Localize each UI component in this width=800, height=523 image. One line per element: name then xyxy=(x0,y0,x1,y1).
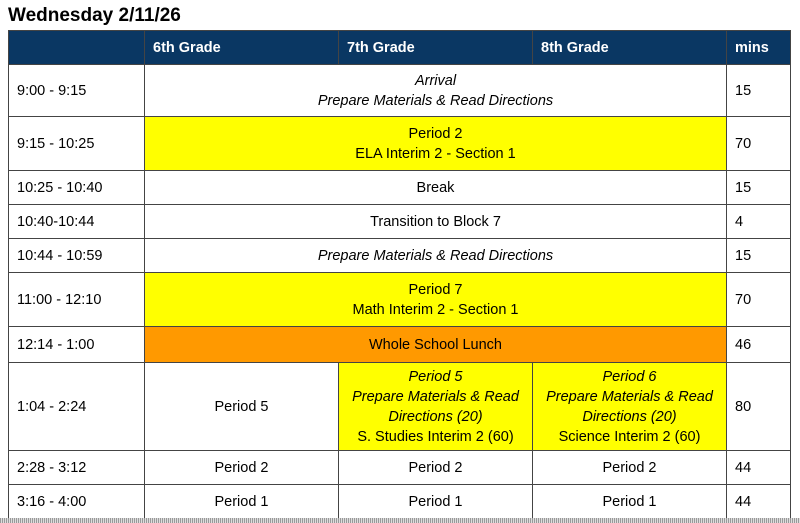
activity-line: Break xyxy=(416,179,455,196)
activity-line: Math Interim 2 - Section 1 xyxy=(352,301,519,318)
activity-line: Directions (20) xyxy=(388,408,483,425)
activity-line: Whole School Lunch xyxy=(369,336,502,353)
activity-cell xyxy=(145,273,727,327)
table-row xyxy=(9,171,791,205)
table-row xyxy=(9,117,791,171)
header-row xyxy=(9,31,791,65)
activity-line: Arrival xyxy=(414,72,457,89)
table-row xyxy=(9,239,791,273)
activity-cell xyxy=(145,239,727,273)
grade8-cell: Period 1 xyxy=(533,485,727,519)
activity-cell xyxy=(145,205,727,239)
table-row xyxy=(9,273,791,327)
mins-cell: 15 xyxy=(727,65,791,117)
time-cell: 2:28 - 3:12 xyxy=(9,451,145,485)
mins-cell: 15 xyxy=(727,171,791,205)
activity-line: Prepare Materials & Read Directions xyxy=(317,247,554,264)
time-cell: 9:15 - 10:25 xyxy=(9,117,145,171)
mins-cell: 46 xyxy=(727,327,791,363)
mins-cell: 4 xyxy=(727,205,791,239)
grade8-cell xyxy=(533,363,727,451)
activity-line: S. Studies Interim 2 (60) xyxy=(357,428,514,445)
table-row xyxy=(9,65,791,117)
activity-line: Directions (20) xyxy=(582,408,677,425)
grade8-cell: Period 2 xyxy=(533,451,727,485)
mins-cell: 44 xyxy=(727,451,791,485)
activity-line: Science Interim 2 (60) xyxy=(558,428,701,445)
table-row xyxy=(9,451,791,485)
mins-cell: 70 xyxy=(727,117,791,171)
activity-line: Prepare Materials & Read xyxy=(546,388,713,405)
activity-line: Period 7 xyxy=(408,281,463,298)
header-mins: mins xyxy=(727,31,791,65)
table-row xyxy=(9,205,791,239)
activity-cell xyxy=(145,117,727,171)
activity-line: Transition to Block 7 xyxy=(370,213,501,230)
activity-line: Prepare Materials & Read xyxy=(352,388,519,405)
header-8th-grade: 8th Grade xyxy=(533,31,727,65)
mins-cell: 44 xyxy=(727,485,791,519)
time-cell: 9:00 - 9:15 xyxy=(9,65,145,117)
activity-line: Period 5 xyxy=(408,368,463,385)
activity-cell xyxy=(145,327,727,363)
activity-line: ELA Interim 2 - Section 1 xyxy=(355,145,516,162)
page-title: Wednesday 2/11/26 xyxy=(8,5,181,26)
time-cell: 10:44 - 10:59 xyxy=(9,239,145,273)
mins-cell: 70 xyxy=(727,273,791,327)
time-cell: 10:25 - 10:40 xyxy=(9,171,145,205)
activity-cell xyxy=(145,65,727,117)
header-7th-grade: 7th Grade xyxy=(339,31,533,65)
page-edge xyxy=(0,518,800,523)
header-6th-grade: 6th Grade xyxy=(145,31,339,65)
time-cell: 12:14 - 1:00 xyxy=(9,327,145,363)
time-cell: 1:04 - 2:24 xyxy=(9,363,145,451)
table-row xyxy=(9,485,791,519)
grade7-cell: Period 2 xyxy=(339,451,533,485)
activity-line: Period 6 xyxy=(602,368,657,385)
schedule-table xyxy=(8,30,791,519)
time-cell: 11:00 - 12:10 xyxy=(9,273,145,327)
header-time xyxy=(9,31,145,65)
time-cell: 3:16 - 4:00 xyxy=(9,485,145,519)
mins-cell: 15 xyxy=(727,239,791,273)
activity-line: Prepare Materials & Read Directions xyxy=(317,92,554,109)
grade6-cell: Period 2 xyxy=(145,451,339,485)
activity-line: Period 2 xyxy=(408,125,463,142)
time-cell: 10:40-10:44 xyxy=(9,205,145,239)
activity-cell xyxy=(145,171,727,205)
mins-cell: 80 xyxy=(727,363,791,451)
table-row xyxy=(9,363,791,451)
grade6-cell: Period 1 xyxy=(145,485,339,519)
grade7-cell: Period 1 xyxy=(339,485,533,519)
table-row xyxy=(9,327,791,363)
grade7-cell xyxy=(339,363,533,451)
grade6-cell: Period 5 xyxy=(145,363,339,451)
